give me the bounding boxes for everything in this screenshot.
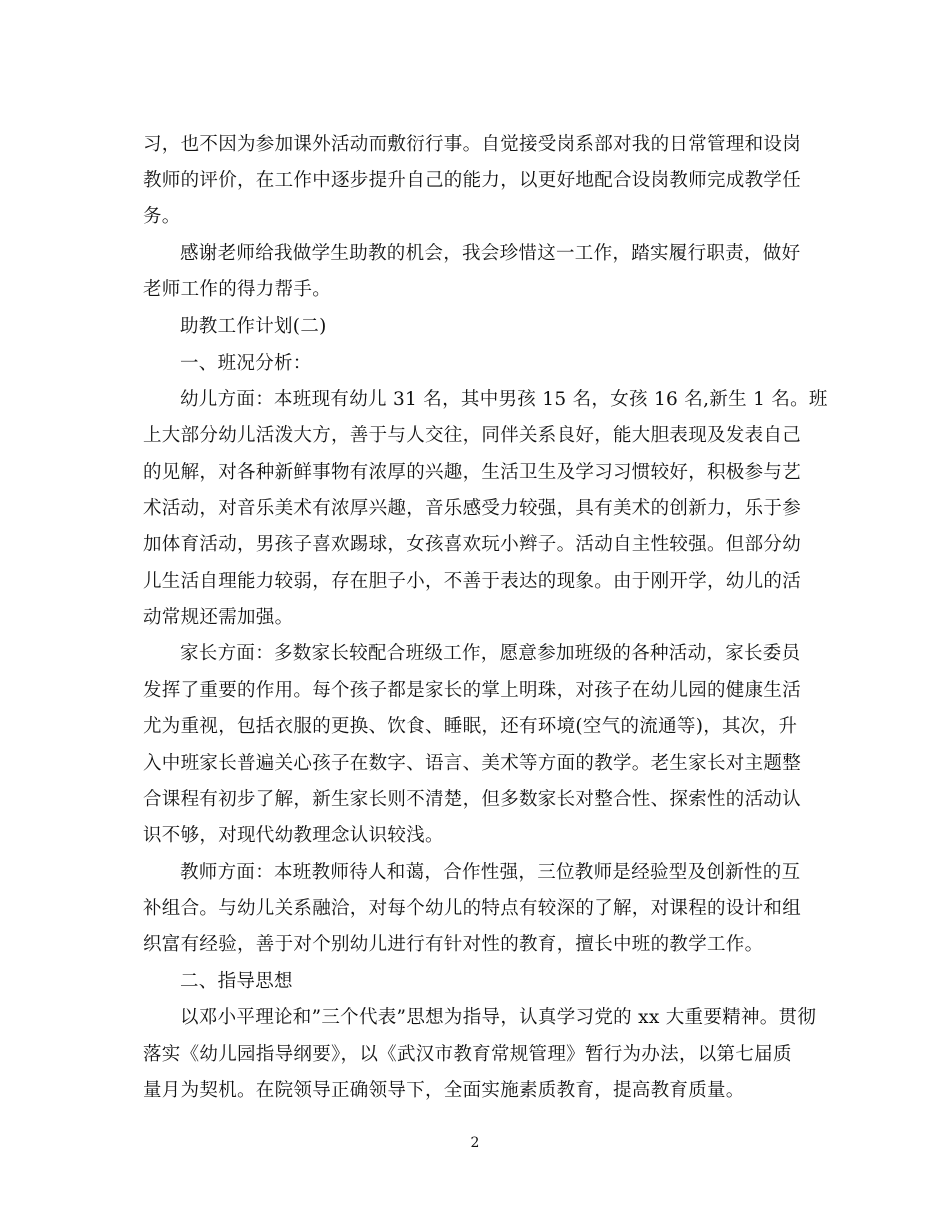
text-line: 以邓小平理论和”三个代表”思想为指导，认真学习党的 xx 大重要精神。贯彻 bbox=[180, 1007, 817, 1028]
text-line: 落实《幼儿园指导纲要》，以《武汉市教育常规管理》暂行为办法，以第七届质 bbox=[143, 1044, 792, 1065]
section-heading: 二、指导思想 bbox=[180, 971, 293, 992]
text-line: 老师工作的得力帮手。 bbox=[143, 279, 332, 300]
text-line: 儿生活自理能力较弱，存在胆子小，不善于表达的现象。由于刚开学，幼儿的活 bbox=[143, 571, 802, 592]
section-heading: 助教工作计划(二) bbox=[180, 316, 327, 337]
text-line: 家长方面：多数家长较配合班级工作，愿意参加班级的各种活动，家长委员 bbox=[180, 643, 801, 664]
page-number: 2 bbox=[470, 1135, 480, 1151]
text-line: 术活动，对音乐美术有浓厚兴趣，音乐感受力较强，具有美术的创新力，乐于参 bbox=[143, 498, 802, 519]
text-line: 加体育活动，男孩子喜欢踢球，女孩喜欢玩小辫子。活动自主性较强。但部分幼 bbox=[143, 534, 802, 555]
text-line: 动常规还需加强。 bbox=[143, 607, 294, 628]
text-line: 教师的评价，在工作中逐步提升自己的能力，以更好地配合设岗教师完成教学任 bbox=[143, 170, 802, 191]
text-line: 上大部分幼儿活泼大方，善于与人交往，同伴关系良好，能大胆表现及发表自己 bbox=[143, 425, 802, 446]
text-line: 补组合。与幼儿关系融洽，对每个幼儿的特点有较深的了解，对课程的设计和组 bbox=[143, 898, 802, 919]
text-line: 务。 bbox=[143, 206, 181, 227]
text-line: 教师方面：本班教师待人和蔼，合作性强，三位教师是经验型及创新性的互 bbox=[180, 862, 801, 883]
section-heading: 一、班况分析： bbox=[180, 353, 312, 374]
text-line: 合课程有初步了解，新生家长则不清楚，但多数家长对整合性、探索性的活动认 bbox=[143, 789, 802, 810]
text-line: 习，也不因为参加课外活动而敷衍行事。自觉接受岗系部对我的日常管理和设岗 bbox=[143, 134, 802, 155]
text-line: 量月为契机。在院领导正确领导下，全面实施素质教育，提高教育质量。 bbox=[143, 1080, 745, 1101]
text-line: 入中班家长普遍关心孩子在数字、语言、美术等方面的教学。老生家长对主题整 bbox=[143, 753, 802, 774]
text-line: 识不够，对现代幼教理念认识较浅。 bbox=[143, 825, 444, 846]
text-line: 幼儿方面：本班现有幼儿 31 名，其中男孩 15 名，女孩 16 名,新生 1 名。班 bbox=[180, 389, 828, 410]
text-line: 尤为重视，包括衣服的更换、饮食、睡眠，还有环境(空气的流通等)，其次，升 bbox=[143, 716, 798, 737]
text-line: 织富有经验，善于对个别幼儿进行有针对性的教育，擅长中班的教学工作。 bbox=[143, 934, 764, 955]
text-line: 的见解，对各种新鲜事物有浓厚的兴趣，生活卫生及学习习惯较好，积极参与艺 bbox=[143, 462, 802, 483]
text-line: 感谢老师给我做学生助教的机会，我会珍惜这一工作，踏实履行职责，做好 bbox=[180, 243, 801, 264]
text-line: 发挥了重要的作用。每个孩子都是家长的掌上明珠，对孩子在幼儿园的健康生活 bbox=[143, 680, 802, 701]
